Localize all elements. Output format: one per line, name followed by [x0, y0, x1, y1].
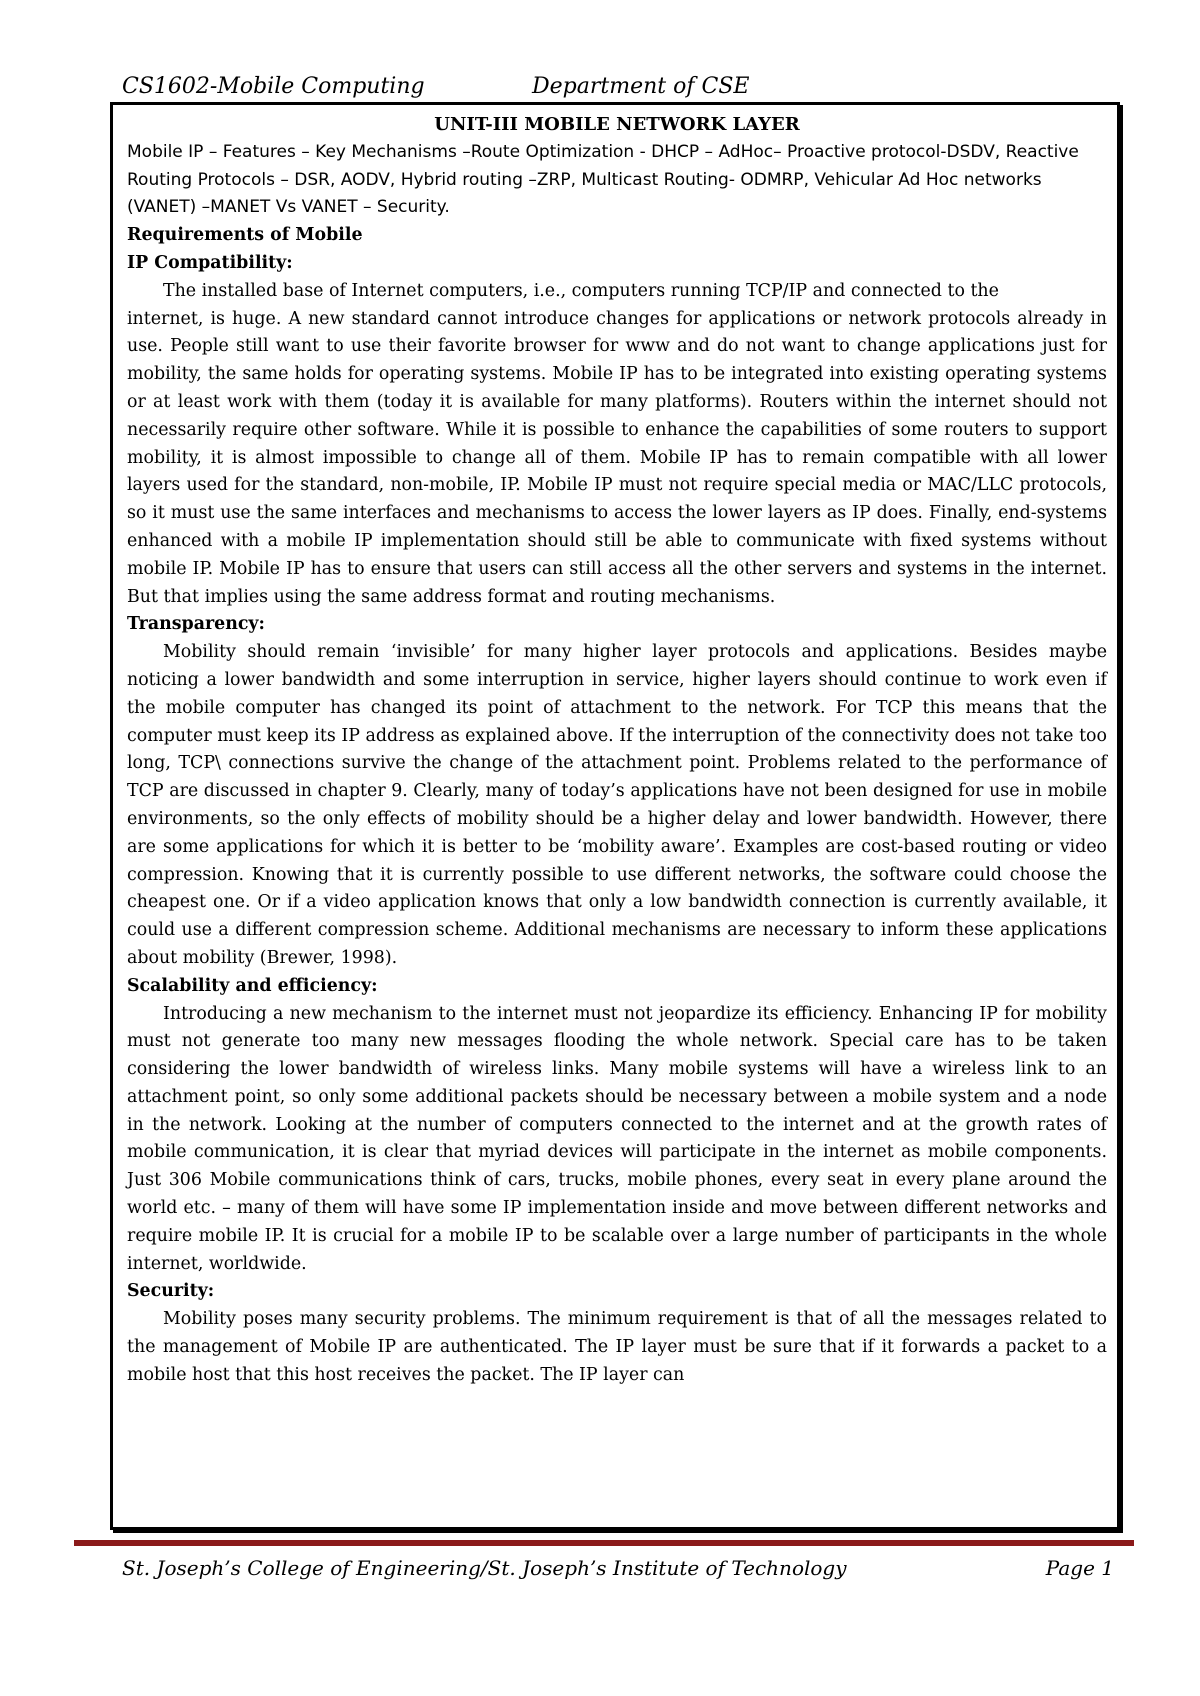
content-body [113, 105, 1117, 1390]
footer-divider [74, 1540, 1134, 1546]
content-frame [110, 102, 1120, 1530]
unit-syllabus: Mobile IP – Features – Key Mechanisms –Route Optimization - DHCP – AdHoc– Proactive protocol-DSDV, Reactive Routing Protocols – DSR, AODV, Hybrid routing –ZRP, Multicast Routing- ODMRP, Vehicular Ad Hoc networks (VANET) –MANET Vs VANET – Security. [127, 141, 1079, 218]
scalability-heading: Scalability and efficiency: [127, 975, 378, 996]
compatibility-heading: IP Compatibility: [127, 252, 293, 273]
security-paragraph: Mobility poses many security problems. The minimum requirement is that of all the messages related to the management of Mobile IP are authenticated. The IP layer must be sure that if it forwards a packet to a mobile host that this host receives the packet. The IP layer can [127, 1309, 1107, 1385]
footer-page-number: Page 1 [1045, 1556, 1114, 1580]
transparency-paragraph: Mobility should remain ‘invisible’ for many higher layer protocols and applications. Besides maybe noticing a lower bandwidth and some interruption in service, higher layers should continue to work even if the mobile computer has changed its point of attachment to the network. For TCP this means that the computer must keep its IP address as explained above. If the interruption of the connectivity does not take too long, TCP\ connections survive the change of the attachment point. Problems related to the performance of TCP are discussed in chapter 9. Clearly, many of today’s applications have not been designed for use in mobile environments, so the only effects of mobility should be a higher delay and lower bandwidth. However, there are some applications for which it is better to be ‘mobility aware’. Examples are cost-based routing or video compression. Knowing that it is currently possible to use different networks, the software could choose the cheapest one. Or if a video application knows that only a low bandwidth connection is currently available, it could use a different compression scheme. Additional mechanisms are necessary to inform these applications about mobility (Brewer, 1998). [127, 642, 1107, 968]
header-course: CS1602-Mobile Computing [122, 74, 425, 99]
transparency-heading: Transparency: [127, 614, 265, 635]
security-heading: Security: [127, 1281, 215, 1302]
requirements-heading: Requirements of Mobile [127, 225, 363, 246]
compatibility-first-line: The installed base of Internet computers, i.e., computers running TCP/IP and connected to the [163, 280, 999, 301]
footer-institution: St. Joseph’s College of Engineering/St. Joseph’s Institute of Technology [122, 1556, 847, 1580]
compatibility-paragraph: internet, is huge. A new standard cannot introduce changes for applications or network protocols already in use. People still want to use their favorite browser for www and do not want to change applications just for mobility, the same holds for operating systems. Mobile IP has to be integrated into existing operating systems or at least work with them (today it is available for many platforms). Routers within the internet should not necessarily require other software. While it is possible to enhance the capabilities of some routers to support mobility, it is almost impossible to change all of them. Mobile IP has to remain compatible with all lower layers used for the standard, non-mobile, IP. Mobile IP must not require special media or MAC/LLC protocols, so it must use the same interfaces and mechanisms to access the lower layers as IP does. Finally, end-systems enhanced with a mobile IP implementation should still be able to communicate with fixed systems without mobile IP. Mobile IP has to ensure that users can still access all the other servers and systems in the internet. But that implies using the same address format and routing mechanisms. [127, 308, 1107, 607]
unit-title: UNIT-III MOBILE NETWORK LAYER [434, 114, 800, 135]
header-department: Department of CSE [532, 74, 750, 99]
scalability-paragraph: Introducing a new mechanism to the internet must not jeopardize its efficiency. Enhancing IP for mobility must not generate too many new messages flooding the whole network. Special care has to be taken considering the lower bandwidth of wireless links. Many mobile systems will have a wireless link to an attachment point, so only some additional packets should be necessary between a mobile system and a node in the network. Looking at the number of computers connected to the internet and at the growth rates of mobile communication, it is clear that myriad devices will participate in the internet as mobile components. Just 306 Mobile communications think of cars, trucks, mobile phones, every seat in every plane around the world etc. – many of them will have some IP implementation inside and move between different networks and require mobile IP. It is crucial for a mobile IP to be scalable over a large number of participants in the whole internet, worldwide. [127, 1003, 1107, 1274]
